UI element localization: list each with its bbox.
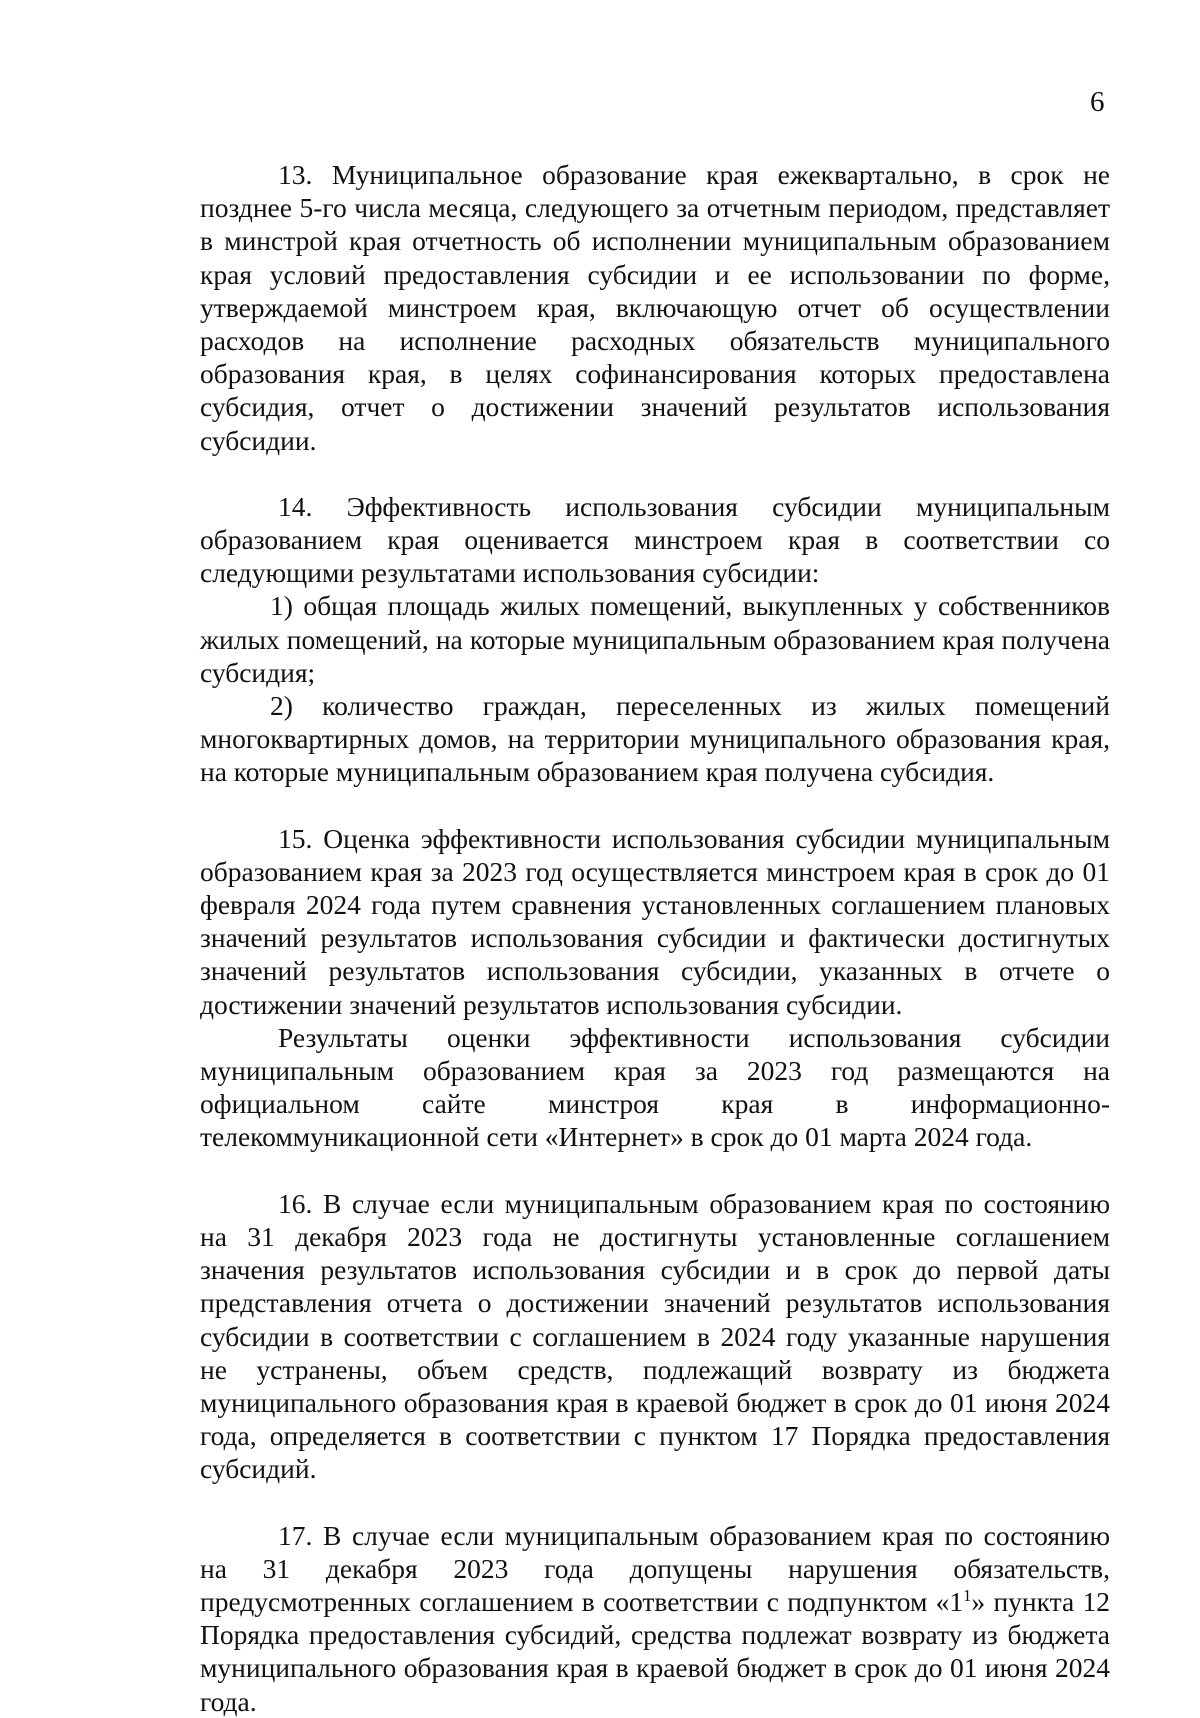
clause-15-paragraph-2: Результаты оценки эффективности использования субсидии муниципальным образованием края за 2023 год размещаются на официальном сайте минстроя края в информационно-телекоммуникационной сети «Интернет» в срок до 01 марта 2024 года.	[200, 1021, 1110, 1153]
clause-17-text-before: 17. В случае если муниципальным образованием края по состоянию на 31 декабря 2023 года допущены нарушения обязательств, предусмотренных соглашением в соответствии с подпунктом «1	[200, 1519, 1110, 1617]
clause-17-superscript: 1	[963, 1586, 972, 1606]
clause-15-paragraph-1: 15. Оценка эффективности использования субсидии муниципальным образованием края за 2023 год осуществляется минстроем края в срок до 01 февраля 2024 года путем сравнения установленных соглашением плановых значений результатов использования субсидии и фактически достигнутых значений результатов использования субсидии, указанных в отчете о достижении значений результатов использования субсидии.	[200, 822, 1110, 1020]
clause-14-item-2: 2) количество граждан, переселенных из жилых помещений многоквартирных домов, на территории муниципального образования края, на которые муниципальным образованием края получена субсидия.	[200, 690, 1110, 788]
clause-17-text-after: » пункта 12 Порядка предоставления субсидий, средства подлежат возврату из бюджета муниципального образования края в краевой бюджет в срок до 01 июня 2024 года.	[200, 1585, 1110, 1717]
document-body	[200, 158, 1110, 1718]
page-number: 6	[1090, 86, 1105, 118]
clause-14-intro: 14. Эффективность использования субсидии муниципальным образованием края оценивается минстроем края в соответствии со следующими результатами использования субсидии:	[200, 490, 1110, 589]
clause-17	[200, 1519, 1110, 1718]
clause-16: 16. В случае если муниципальным образованием края по состоянию на 31 декабря 2023 года не достигнуты установленные соглашением значения результатов использования субсидии и в срок до первой даты представления отчета о достижении значений результатов использования субсидии в соответствии с соглашением в 2024 году указанные нарушения не устранены, объем средств, подлежащий возврату из бюджета муниципального образования края в краевой бюджет в срок до 01 июня 2024 года, определяется в соответствии с пунктом 17 Порядка предоставления субсидий.	[200, 1187, 1110, 1485]
clause-13: 13. Муниципальное образование края ежеквартально, в срок не позднее 5-го числа месяца, следующего за отчетным периодом, представляет в минстрой края отчетность об исполнении муниципальным образованием края условий предоставления субсидии и ее использовании по форме, утверждаемой минстроем края, включающую отчет об осуществлении расходов на исполнение расходных обязательств муниципального образования края, в целях софинансирования которых предоставлена субсидия, отчет о достижении значений результатов использования субсидии.	[200, 159, 1110, 456]
clause-14-item-1: 1) общая площадь жилых помещений, выкупленных у собственников жилых помещений, на которые муниципальным образованием края получена субсидия;	[200, 590, 1110, 688]
